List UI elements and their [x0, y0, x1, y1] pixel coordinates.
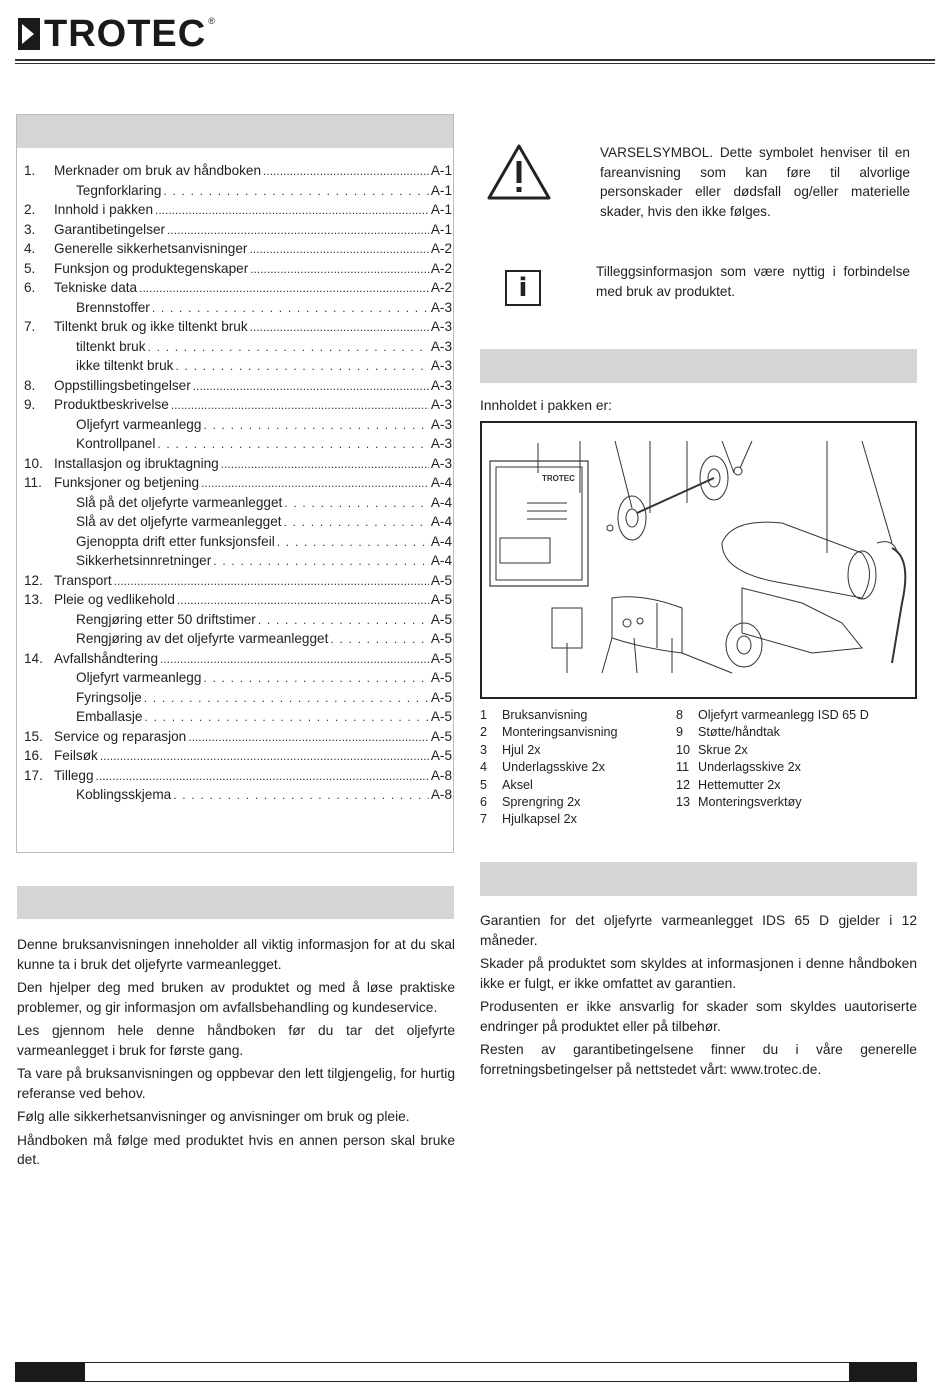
toc-leader: [330, 629, 428, 650]
intro-paragraph: Ta vare på bruksanvisningen og oppbevar den lett tilgjengelig, for hurtig referanse ved behov.: [17, 1066, 455, 1101]
toc-entry: [24, 454, 452, 474]
section-header-bar: [480, 862, 917, 896]
registered-mark: ®: [208, 16, 215, 26]
toc-label: Tillegg: [54, 767, 94, 783]
toc-entry: [24, 200, 452, 220]
toc-label: Installasjon og ibruktagning: [54, 455, 219, 471]
toc-entry: [24, 434, 452, 454]
toc-leader: [193, 376, 429, 397]
toc-page: A-4: [430, 533, 452, 549]
toc-label: Oljefyrt varmeanlegg: [76, 416, 202, 432]
legend-item: [676, 759, 869, 776]
warranty-text: [480, 911, 917, 1083]
toc-number: 6.: [24, 280, 36, 295]
toc-leader: [201, 473, 429, 494]
toc-page: A-5: [430, 748, 452, 763]
legend-item: [676, 742, 869, 759]
toc-label: Pleie og vedlikehold: [54, 592, 175, 607]
toc-label: Service og reparasjon: [54, 728, 187, 744]
toc-label: Brennstoffer: [76, 299, 150, 315]
toc-label: Generelle sikkerhetsanvisninger: [54, 241, 248, 256]
toc-leader: [188, 727, 429, 748]
toc-label: Rengjøring av det oljefyrte varmeanlegget: [76, 631, 329, 646]
logo-mark-icon: [18, 18, 40, 50]
toc-page: A-3: [430, 299, 452, 315]
intro-text: [17, 935, 455, 1174]
toc-number: 5.: [24, 260, 36, 276]
toc-page: A-3: [430, 338, 452, 354]
toc-label: Tegnforklaring: [76, 182, 162, 198]
toc-page: A-2: [430, 241, 452, 256]
legend-number: 6: [480, 795, 488, 810]
toc-entry: [24, 571, 452, 591]
toc-page: A-8: [430, 767, 452, 783]
toc-entry: [24, 668, 452, 688]
toc-entry: [24, 376, 452, 396]
legend-label: Aksel: [502, 777, 533, 792]
toc-entry: [24, 415, 452, 435]
legend-label: Underlagsskive 2x: [502, 760, 605, 775]
legend-number: 1: [480, 708, 488, 722]
warning-triangle-icon: [486, 143, 552, 201]
toc-leader: [250, 259, 429, 280]
toc-number: 12.: [24, 572, 43, 588]
toc-entry: [24, 727, 452, 747]
toc-number: 1.: [24, 163, 36, 178]
toc-label: tiltenkt bruk: [76, 338, 146, 354]
legend-number: 4: [480, 760, 488, 775]
toc-label: Tekniske data: [54, 280, 138, 295]
toc-leader: [148, 337, 429, 358]
toc-entry: [24, 298, 452, 318]
brand-logo: [18, 14, 215, 54]
toc-page: A-3: [430, 397, 452, 412]
toc-label: Tiltenkt bruk og ikke tiltenkt bruk: [54, 319, 248, 334]
toc-number: 7.: [24, 319, 36, 334]
toc-label: Merknader om bruk av håndboken: [54, 163, 262, 178]
svg-text:TROTEC: TROTEC: [542, 474, 575, 483]
toc-entry: [24, 688, 452, 708]
toc-number: 9.: [24, 397, 36, 412]
intro-paragraph: Håndboken må følge med produktet hvis en annen person skal bruke det.: [17, 1132, 455, 1167]
legend-item: [480, 759, 618, 776]
toc-leader: [203, 668, 428, 689]
legend-label: Underlagsskive 2x: [698, 760, 801, 775]
toc-page: A-3: [430, 377, 452, 393]
toc-entry: [24, 278, 452, 298]
toc-leader: [284, 512, 429, 533]
toc-entry: [24, 473, 452, 493]
toc-entry: [24, 239, 452, 259]
toc-label: Emballasje: [76, 709, 143, 724]
toc-entry: [24, 746, 452, 766]
toc-label: Funksjoner og betjening: [54, 475, 200, 490]
toc-label: Fyringsolje: [76, 689, 142, 705]
package-contents-figure: [480, 421, 917, 699]
toc-entry: [24, 551, 452, 571]
legend-number: 13: [676, 795, 691, 810]
toc-entry: [24, 337, 452, 357]
intro-paragraph: Følg alle sikkerhetsanvisninger og anvisninger om bruk og pleie.: [17, 1109, 410, 1124]
toc-entry: [24, 493, 452, 513]
toc-page: A-3: [430, 455, 452, 471]
toc-number: 16.: [24, 748, 43, 763]
toc-leader: [250, 317, 429, 338]
toc-label: Oppstillingsbetingelser: [54, 377, 191, 393]
toc-leader: [114, 571, 429, 592]
toc-leader: [145, 707, 429, 728]
toc-page: A-1: [430, 202, 452, 217]
legend-label: Monteringsanvisning: [502, 725, 618, 740]
footer-rule-bottom: [15, 1381, 917, 1382]
legend-number: 8: [676, 708, 684, 722]
toc-leader: [163, 181, 428, 202]
legend-number: 10: [676, 742, 691, 757]
intro-paragraph: Denne bruksanvisningen inneholder all viktig informasjon for at du skal kunne ta i bruk det oljefyrte varmeanlegget.: [17, 937, 455, 972]
toc-leader: [221, 454, 429, 475]
toc-entry: [24, 356, 452, 376]
warranty-paragraph: Resten av garantibetingelsene finner du i våre generelle forretningsbetingelser på nettstedet vårt: www.trotec.de.: [480, 1042, 917, 1077]
intro-paragraph: Den hjelper deg med bruken av produktet og med å løse praktiske problemer, og gir informasjon om avfallsbehandling og kundeservice.: [17, 980, 455, 1015]
toc-entry: [24, 766, 452, 786]
legend-label: Hettemutter 2x: [698, 777, 781, 792]
legend-column-left: [480, 707, 618, 829]
toc-leader: [139, 278, 429, 299]
toc-number: 4.: [24, 241, 36, 256]
toc-leader: [175, 356, 428, 377]
warranty-paragraph: Produsenten er ikke ansvarlig for skader som skyldes uautoriserte endringer på produktet eller på tilbehør.: [480, 999, 917, 1034]
legend-number: 5: [480, 777, 488, 792]
intro-paragraph: Les gjennom hele denne håndboken før du tar det oljefyrte varmeanlegget i bruk for første gang.: [17, 1023, 455, 1058]
toc-leader: [177, 590, 429, 611]
legend-number: 9: [676, 725, 684, 740]
legend-number: 12: [676, 777, 691, 792]
toc-label: Garantibetingelser: [54, 221, 166, 237]
toc-leader: [144, 688, 429, 709]
toc-page: A-5: [430, 650, 452, 666]
toc-label: Avfallshåndtering: [54, 650, 159, 666]
legend-label: Hjul 2x: [502, 742, 541, 757]
footer-block-right: [849, 1362, 917, 1382]
legend-item: [676, 724, 869, 741]
toc-number: 13.: [24, 592, 43, 607]
toc-entry: [24, 317, 452, 337]
toc-leader: [167, 220, 429, 241]
legend-label: Oljefyrt varmeanlegg ISD 65 D: [698, 708, 869, 722]
toc-leader: [100, 746, 429, 767]
toc-number: 3.: [24, 221, 36, 237]
toc-leader: [96, 766, 429, 787]
toc-page: A-5: [430, 670, 452, 685]
toc-leader: [203, 415, 428, 436]
section-header-bar: [17, 886, 454, 919]
toc-page: A-4: [430, 514, 452, 529]
toc-label: Rengjøring etter 50 driftstimer: [76, 611, 256, 627]
toc-label: Innhold i pakken: [54, 202, 154, 217]
toc-number: 17.: [24, 767, 43, 783]
toc-leader: [277, 532, 429, 553]
legend-label: Monteringsverktøy: [698, 795, 802, 810]
toc-number: 10.: [24, 455, 43, 471]
toc-page: A-4: [430, 494, 452, 510]
toc-entry: [24, 629, 452, 649]
legend-label: Hjulkapsel 2x: [502, 812, 577, 827]
legend-item: [676, 777, 869, 794]
toc-label: Sikkerhetsinnretninger: [76, 553, 212, 568]
toc-entry: [24, 707, 452, 727]
toc-label: Oljefyrt varmeanlegg: [76, 670, 202, 685]
legend-item: [480, 777, 618, 794]
toc-page: A-3: [430, 358, 452, 373]
legend-item: [480, 707, 618, 724]
toc-entry: [24, 532, 452, 552]
toc-page: A-5: [430, 709, 452, 724]
toc-leader: [173, 785, 429, 806]
toc-page: A-1: [430, 163, 452, 178]
toc-number: 11.: [24, 475, 42, 490]
header-rule-thin: [15, 63, 935, 64]
toc-label: Transport: [54, 572, 112, 588]
toc-page: A-4: [430, 475, 452, 490]
legend-item: [480, 742, 618, 759]
toc-page: A-4: [430, 553, 452, 568]
legend-number: 3: [480, 742, 488, 757]
toc-label: Kontrollpanel: [76, 436, 156, 451]
legend-number: 11: [676, 760, 690, 775]
legend-item: [676, 794, 869, 811]
toc-label: Funksjon og produktegenskaper: [54, 260, 249, 276]
toc-page: A-5: [430, 572, 452, 588]
legend-label: Skrue 2x: [698, 742, 748, 757]
table-of-contents: [24, 161, 452, 805]
toc-leader: [171, 395, 429, 416]
legend-label: Støtte/håndtak: [698, 725, 780, 740]
toc-leader: [213, 551, 429, 572]
toc-label: Feilsøk: [54, 748, 98, 763]
toc-header-bar: [17, 115, 453, 148]
legend-number: 7: [480, 812, 488, 827]
warranty-paragraph: Garantien for det oljefyrte varmeanlegget IDS 65 D gjelder i 12 måneder.: [480, 913, 917, 948]
toc-page: A-3: [430, 436, 452, 451]
toc-page: A-1: [430, 221, 452, 237]
toc-number: 2.: [24, 202, 36, 217]
toc-entry: [24, 220, 452, 240]
legend-number: 2: [480, 725, 488, 740]
footer-rule: [15, 1362, 917, 1363]
legend-label: Sprengring 2x: [502, 795, 581, 810]
toc-leader: [160, 649, 429, 670]
toc-page: A-5: [430, 611, 452, 627]
toc-entry: [24, 610, 452, 630]
legend-item: [676, 707, 869, 724]
toc-leader: [152, 298, 429, 319]
package-illustration: [482, 423, 915, 697]
brand-name: TROTEC: [44, 12, 207, 55]
warning-symbol-text: VARSELSYMBOL. Dette symbolet henviser til en fareanvisning som kan føre til alvorlige personskader eller dødsfall og/eller materielle skader, hvis den ikke følges.: [600, 145, 910, 219]
toc-number: 15.: [24, 728, 43, 744]
toc-entry: [24, 161, 452, 181]
info-icon: [505, 270, 541, 306]
toc-page: A-2: [430, 260, 452, 276]
legend-item: [480, 811, 618, 828]
toc-leader: [258, 610, 429, 631]
toc-page: A-8: [430, 787, 452, 802]
toc-label: Koblingsskjema: [76, 787, 172, 802]
toc-label: Slå på det oljefyrte varmeanlegget: [76, 494, 283, 510]
toc-leader: [157, 434, 428, 455]
toc-leader: [284, 493, 429, 514]
toc-entry: [24, 785, 452, 805]
toc-page: A-1: [430, 182, 452, 198]
toc-number: 14.: [24, 650, 43, 666]
toc-page: A-5: [430, 631, 452, 646]
section-header-bar: [480, 349, 917, 383]
toc-entry: [24, 181, 452, 201]
toc-entry: [24, 590, 452, 610]
legend-item: [480, 794, 618, 811]
toc-entry: [24, 512, 452, 532]
package-intro: Innholdet i pakken er:: [480, 398, 612, 413]
toc-label: ikke tiltenkt bruk: [76, 358, 174, 373]
legend-column-right: [676, 707, 869, 811]
toc-label: Slå av det oljefyrte varmeanlegget: [76, 514, 282, 529]
info-glyph: i: [518, 273, 528, 303]
header-rule: [15, 59, 935, 61]
toc-page: A-3: [430, 416, 452, 432]
toc-entry: [24, 395, 452, 415]
toc-label: Gjenoppta drift etter funksjonsfeil: [76, 533, 275, 549]
info-symbol-text: Tilleggsinformasjon som være nyttig i forbindelse med bruk av produktet.: [596, 264, 910, 299]
toc-leader: [155, 200, 429, 221]
warranty-paragraph: Skader på produktet som skyldes at informasjonen i denne håndboken ikke er fulgt, er ikke omfattet av garantien.: [480, 956, 917, 991]
toc-label: Produktbeskrivelse: [54, 397, 169, 412]
footer-block-left: [15, 1362, 85, 1382]
toc-number: 8.: [24, 377, 36, 393]
toc-page: A-3: [430, 319, 452, 334]
toc-page: A-5: [430, 728, 452, 744]
toc-page: A-2: [430, 280, 452, 295]
toc-entry: [24, 259, 452, 279]
legend-label: Bruksanvisning: [502, 708, 588, 722]
toc-entry: [24, 649, 452, 669]
toc-page: A-5: [430, 689, 452, 705]
legend-item: [480, 724, 618, 741]
toc-page: A-5: [430, 592, 452, 607]
toc-leader: [249, 239, 428, 260]
toc-leader: [263, 161, 429, 182]
